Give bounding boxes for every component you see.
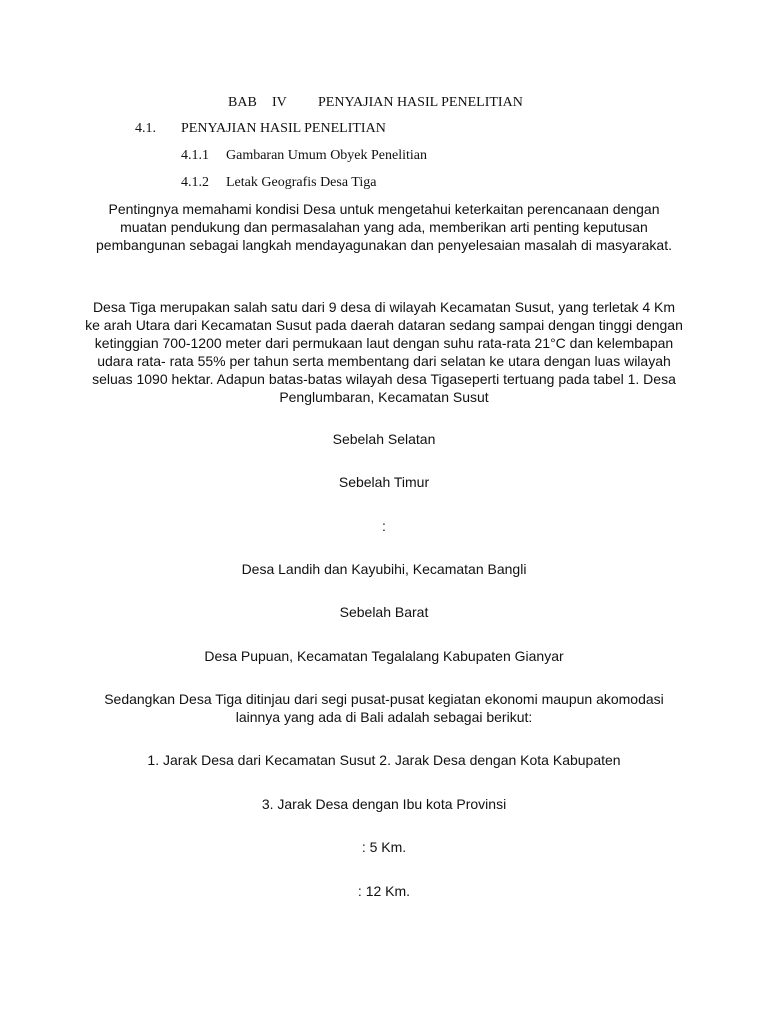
boundary-west-value: Desa Pupuan, Kecamatan Tegalalang Kabupaten Gianyar bbox=[204, 648, 564, 664]
boundary-colon: : bbox=[382, 518, 386, 534]
boundary-east-value: Desa Landih dan Kayubihi, Kecamatan Bangli bbox=[241, 561, 527, 577]
subsection-title: Gambaran Umum Obyek Penelitian bbox=[226, 148, 428, 163]
distance-value: : 12 Km. bbox=[357, 883, 411, 899]
subsection-number: 4.1.1 bbox=[181, 148, 209, 163]
boundary-south-label: Sebelah Selatan bbox=[332, 431, 436, 447]
paragraph-intro: Pentingnya memahami kondisi Desa untuk mengetahui keterkaitan perencanaan dengan muatan pendukung dan permasalahan yang ada, memberikan arti penting keputusan pembangunan sebagai langkah mendayagunakan dan penyelesaian masalah di masyarakat. bbox=[96, 201, 672, 253]
distance-list-line: 1. Jarak Desa dari Kecamatan Susut 2. Jarak Desa dengan Kota Kabupaten bbox=[147, 752, 621, 768]
distance-value: : 5 Km. bbox=[361, 839, 407, 855]
distance-list-line: 3. Jarak Desa dengan Ibu kota Provinsi bbox=[261, 796, 507, 812]
chapter-number: IV bbox=[272, 95, 287, 110]
paragraph-location: Desa Tiga merupakan salah satu dari 9 desa di wilayah Kecamatan Susut, yang terletak 4 Km ke arah Utara dari Kecamatan Susut pada daerah dataran sedang sampai dengan tinggi dengan ketinggian 700-1200 meter dari permukaan laut dengan suhu rata-rata 21°C dan kelembapan udara rata- rata 55% per tahun serta membentang dari selatan ke utara dengan luas wilayah seluas 1090 hektar. Adapun batas-batas wilayah desa Tigaseperti tertuang pada tabel 1. Desa Penglumbaran, Kecamatan Susut bbox=[85, 299, 683, 405]
subsection-title: Letak Geografis Desa Tiga bbox=[226, 175, 377, 190]
section-title: PENYAJIAN HASIL PENELITIAN bbox=[181, 121, 386, 136]
chapter-title: PENYAJIAN HASIL PENELITIAN bbox=[318, 95, 523, 110]
subsection-number: 4.1.2 bbox=[181, 175, 209, 190]
chapter-bab: BAB bbox=[228, 95, 257, 110]
boundary-west-label: Sebelah Barat bbox=[339, 604, 429, 620]
paragraph-distances-intro: Sedangkan Desa Tiga ditinjau dari segi pusat-pusat kegiatan ekonomi maupun akomodasi lainnya yang ada di Bali adalah sebagai berikut: bbox=[104, 691, 664, 725]
section-number: 4.1. bbox=[135, 121, 156, 136]
boundary-east-label: Sebelah Timur bbox=[338, 474, 430, 490]
